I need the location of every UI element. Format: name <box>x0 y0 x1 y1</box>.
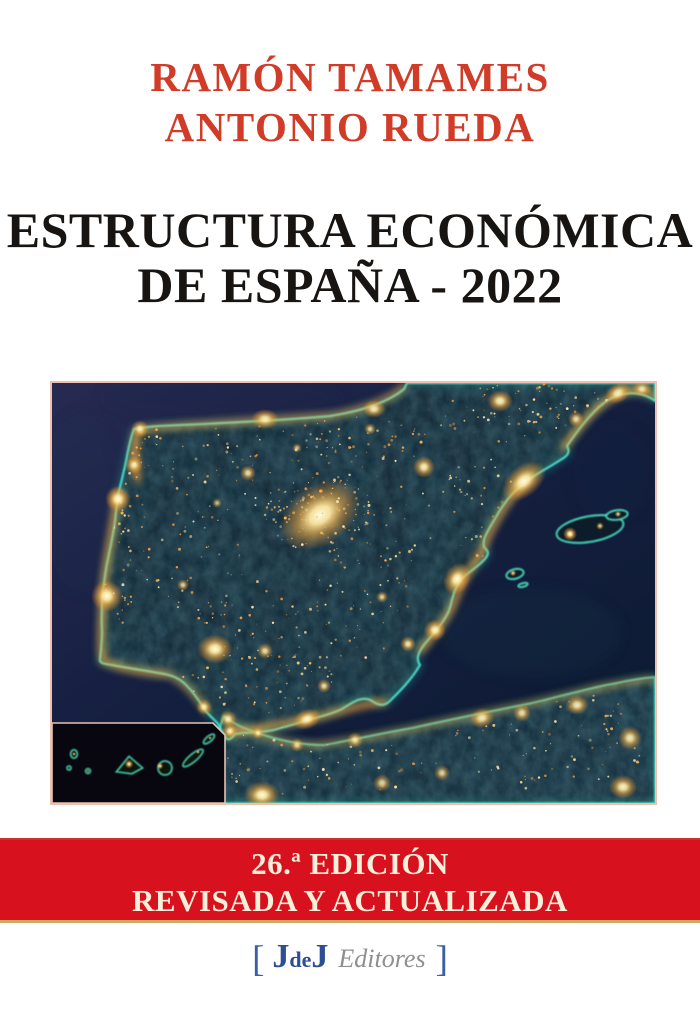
spain-night-satellite-image <box>50 381 657 805</box>
edition-line-2: REVISADA Y ACTUALIZADA <box>132 883 568 918</box>
publisher-bracket-left: [ <box>252 939 265 980</box>
author-line-2: ANTONIO RUEDA <box>164 104 536 150</box>
author-line-1: RAMÓN TAMAMES <box>150 54 550 100</box>
edition-line-1: 26.ª EDICIÓN <box>251 846 449 881</box>
title-line-2: DE ESPAÑA - 2022 <box>137 257 563 313</box>
edition-banner <box>0 838 700 923</box>
title-line-1: ESTRUCTURA ECONÓMICA <box>6 202 694 258</box>
author-names <box>0 52 700 152</box>
book-title <box>0 203 700 313</box>
canary-islands-inset <box>52 723 225 803</box>
publisher-j-right: J <box>311 938 329 975</box>
publisher-logo <box>0 938 700 986</box>
publisher-name: Editores <box>338 944 426 973</box>
publisher-de: de <box>289 947 312 972</box>
publisher-bracket-right: ] <box>435 939 448 980</box>
publisher-j-left: J <box>272 938 290 975</box>
